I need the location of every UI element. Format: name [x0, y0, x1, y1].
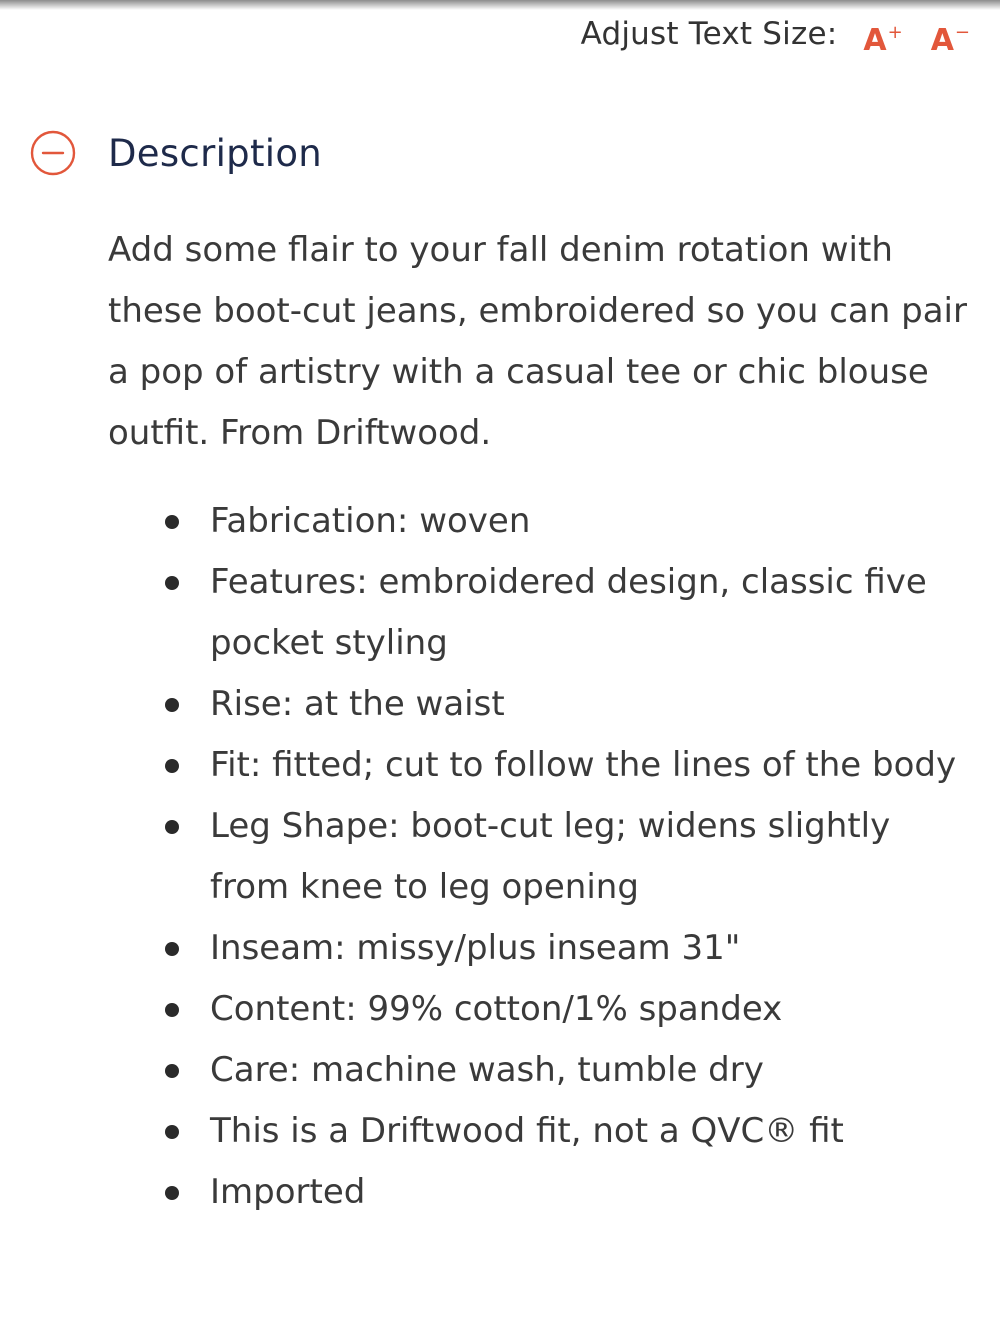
list-item: Inseam: missy/plus inseam 31": [210, 918, 970, 979]
list-item: This is a Driftwood fit, not a QVC® fit: [210, 1101, 970, 1162]
text-size-controls: [581, 12, 970, 56]
list-item: Fit: fitted; cut to follow the lines of the body: [210, 735, 970, 796]
text-size-label: Adjust Text Size:: [580, 16, 838, 52]
decrease-minus: −: [954, 22, 970, 43]
list-item: Imported: [210, 1162, 970, 1223]
feature-list: [210, 491, 970, 1223]
decrease-letter: A: [930, 23, 954, 58]
description-section-toggle[interactable]: [30, 130, 322, 176]
increase-letter: A: [863, 23, 887, 58]
top-shadow: [0, 0, 1000, 10]
list-item: Content: 99% cotton/1% spandex: [210, 979, 970, 1040]
minus-circle-icon: [30, 130, 76, 176]
description-text: Add some flair to your fall denim rotation with these boot-cut jeans, embroidered so you can pair a pop of artistry with a casual tee or chic blouse outfit. From Driftwood.: [108, 230, 967, 453]
increase-plus: +: [887, 22, 903, 43]
increase-text-size-button[interactable]: [863, 22, 903, 58]
list-item: Rise: at the waist: [210, 674, 970, 735]
list-item: Care: machine wash, tumble dry: [210, 1040, 970, 1101]
list-item: Features: embroidered design, classic five pocket styling: [210, 552, 970, 674]
section-title: Description: [108, 131, 323, 175]
list-item: Leg Shape: boot-cut leg; widens slightly from knee to leg opening: [210, 796, 970, 918]
list-item: Fabrication: woven: [210, 491, 970, 552]
decrease-text-size-button[interactable]: [930, 22, 970, 58]
